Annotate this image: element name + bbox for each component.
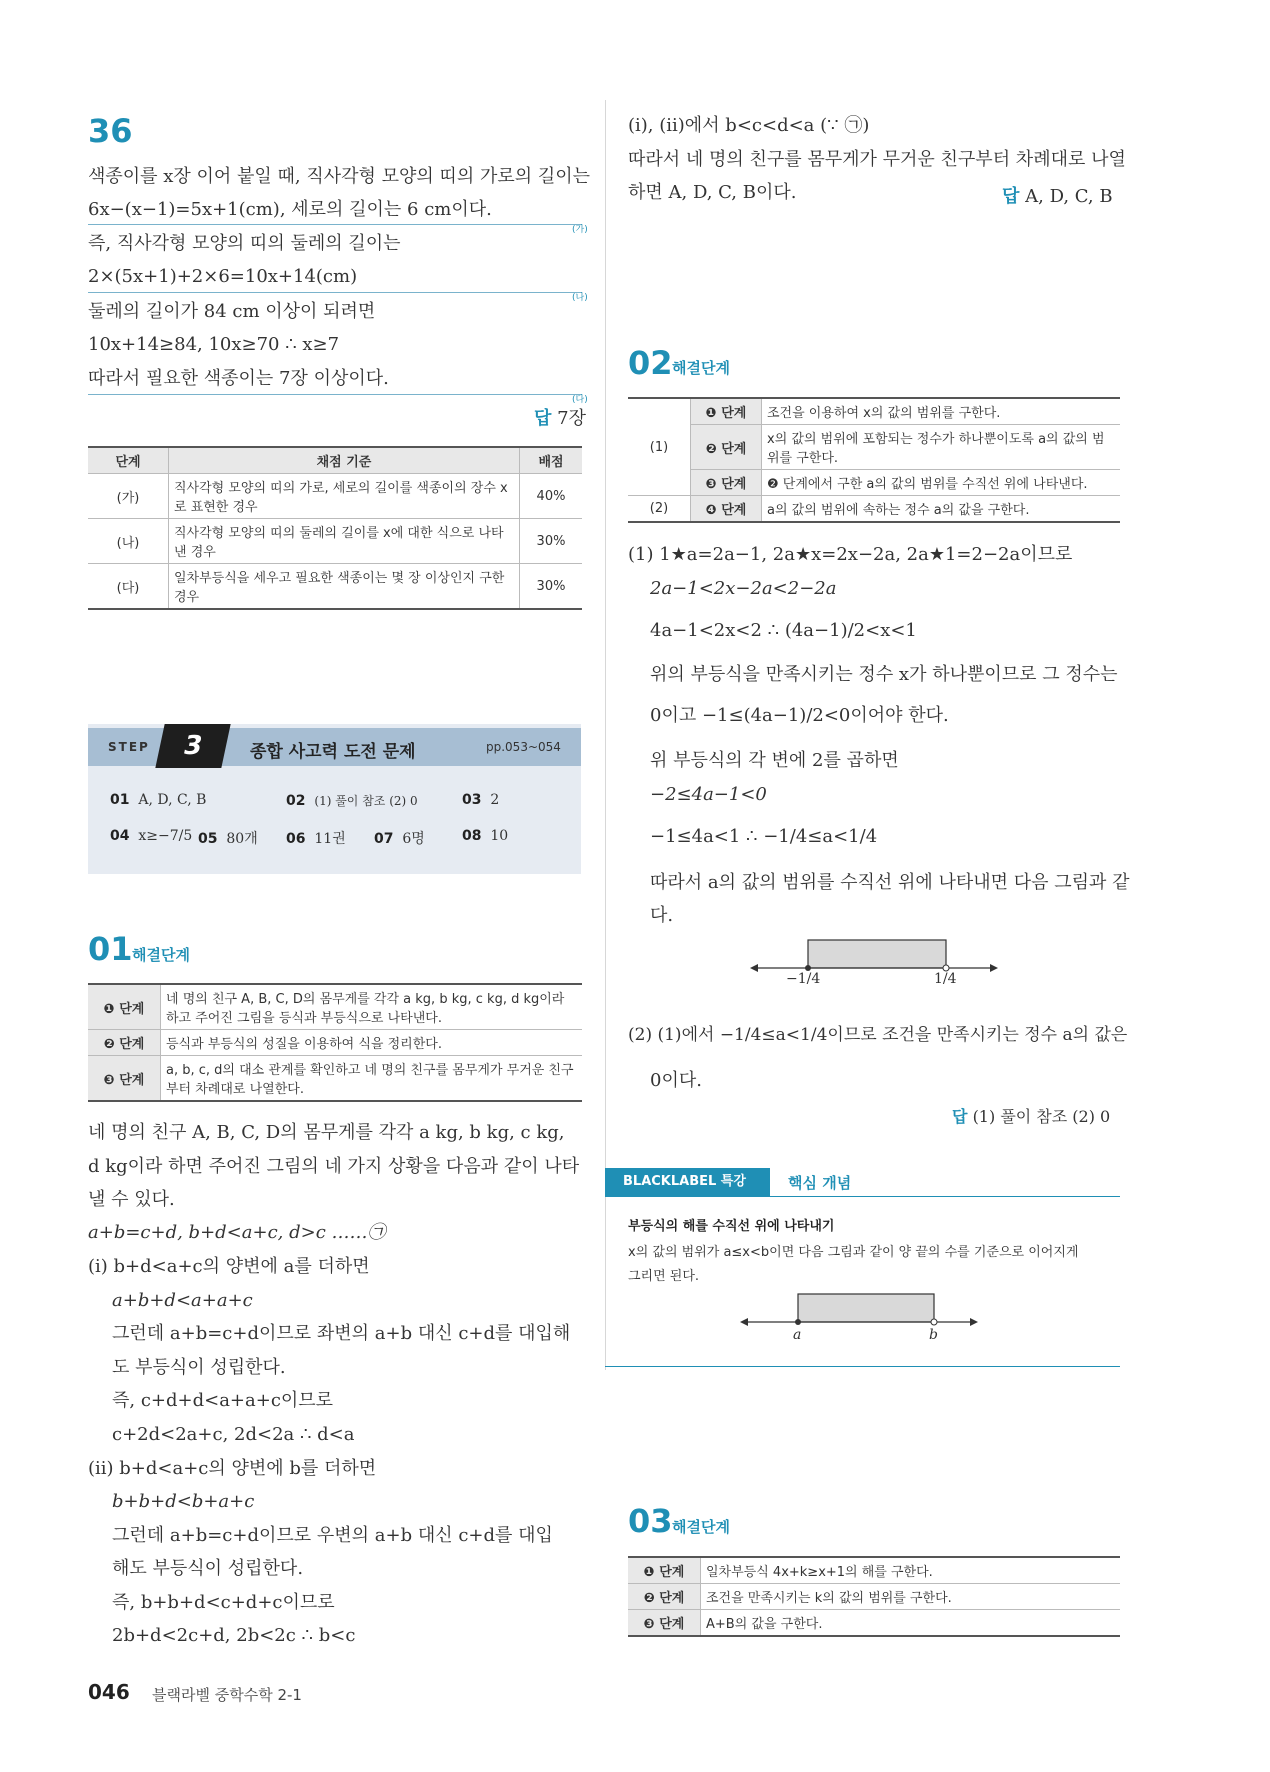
p01-line-2: d kg이라 하면 주어진 그림의 네 가지 상황을 다음과 같이 나타 bbox=[88, 1156, 580, 1177]
p02-line-7: −2≤4a−1<0 bbox=[650, 784, 767, 805]
answer-tag: 답 bbox=[1002, 186, 1020, 207]
p01-stage-2-text: 등식과 부등식의 성질을 이용하여 식을 정리한다. bbox=[161, 1030, 583, 1056]
p36-answer bbox=[534, 404, 586, 430]
col-stage: 단계 bbox=[88, 447, 169, 474]
p01-line-5: (ⅰ) b+d<a+c의 양변에 a를 더하면 bbox=[88, 1256, 370, 1277]
p02-line-5: 0이고 −1≤(4a−1)/2<0이어야 한다. bbox=[650, 705, 949, 726]
p02-line-8: −1≤4a<1 ∴ −1/4≤a<1/4 bbox=[650, 826, 878, 847]
p36-line-4: 2×(5x+1)+2×6=10x+14(cm) bbox=[88, 266, 358, 287]
solution-range-box bbox=[808, 940, 946, 968]
p02-part-2: (2) bbox=[628, 496, 691, 523]
blacklabel-number-line bbox=[740, 1288, 980, 1348]
row2-criterion: 직사각형 모양의 띠의 둘레의 길이를 x에 대한 식으로 나타낸 경우 bbox=[169, 519, 520, 564]
answer-07 bbox=[374, 828, 425, 848]
p01-cont-line-1: (ⅰ), (ⅱ)에서 b<c<d<a (∵ ㉠) bbox=[628, 115, 870, 136]
mark-ga: (가) bbox=[572, 225, 588, 235]
p01-line-9: 즉, c+d+d<a+a+c이므로 bbox=[112, 1390, 334, 1411]
blacklabel-text-1: x의 값의 범위가 a≤x<b이면 다음 그림과 같이 양 끝의 수를 기준으로 이어지게 bbox=[628, 1245, 1079, 1260]
p02-stage-2-text: x의 값의 범위에 포함되는 정수가 하나뿐이도록 a의 값의 범위를 구한다. bbox=[762, 425, 1121, 470]
answer-02-no: 02 bbox=[286, 793, 306, 809]
p03-stage-1-text: 일차부등식 4x+k≥x+1의 해를 구한다. bbox=[701, 1557, 1121, 1584]
p02-answer bbox=[952, 1104, 1110, 1127]
answer-05-no: 05 bbox=[198, 831, 218, 847]
p01-answer bbox=[1002, 182, 1113, 208]
problem-03-label: 해결단계 bbox=[672, 1518, 730, 1536]
problem-02-label: 해결단계 bbox=[672, 359, 730, 377]
p01-line-6: a+b+d<a+a+c bbox=[112, 1290, 253, 1311]
p02-stage-3: ❸ 단계 bbox=[691, 470, 762, 496]
blacklabel-heading: 부등식의 해를 수직선 위에 나타내기 bbox=[628, 1219, 835, 1234]
answer-value: 7장 bbox=[557, 408, 586, 429]
p01-stage-3: ❸ 단계 bbox=[88, 1056, 161, 1102]
row2-score: 30% bbox=[520, 519, 583, 564]
row3-stage: (다) bbox=[88, 564, 169, 610]
p02-stage-2: ❷ 단계 bbox=[691, 425, 762, 470]
nl-right-label: 1/4 bbox=[934, 971, 957, 987]
p03-stage-3-text: A+B의 값을 구한다. bbox=[701, 1610, 1121, 1637]
answer-01 bbox=[110, 792, 206, 808]
p01-line-10: c+2d<2a+c, 2d<2a ∴ d<a bbox=[112, 1424, 355, 1445]
answer-03-no: 03 bbox=[462, 792, 482, 808]
answer-06-text: 11권 bbox=[314, 831, 346, 847]
scoring-table bbox=[88, 446, 582, 610]
p01-line-13: 그런데 a+b=c+d이므로 우변의 a+b 대신 c+d를 대입 bbox=[112, 1525, 553, 1546]
p01-line-4: a+b=c+d, b+d<a+c, d>c ……㉠ bbox=[88, 1222, 386, 1243]
problem-01-number: 01 bbox=[88, 930, 133, 968]
p01-cont-line-3: 하면 A, D, C, B이다. bbox=[628, 182, 797, 203]
p01-stage-table bbox=[88, 983, 582, 1102]
p03-stage-2: ❷ 단계 bbox=[628, 1584, 701, 1610]
p01-line-3: 낼 수 있다. bbox=[88, 1189, 175, 1210]
p36-line-5: 둘레의 길이가 84 cm 이상이 되려면 bbox=[88, 301, 376, 322]
p02-line-1: (1) 1★a=2a−1, 2a★x=2x−2a, 2a★1=2−2a이므로 bbox=[628, 544, 1073, 565]
blacklabel-core: 핵심 개념 bbox=[788, 1174, 852, 1192]
answer-08-no: 08 bbox=[462, 828, 482, 844]
col-criterion: 채점 기준 bbox=[169, 447, 520, 474]
page-number: 046 bbox=[88, 1680, 130, 1704]
step-word: STEP bbox=[108, 740, 150, 754]
answer-value: A, D, C, B bbox=[1025, 186, 1113, 207]
row3-score: 30% bbox=[520, 564, 583, 610]
p01-line-15: 즉, b+b+d<c+d+c이므로 bbox=[112, 1592, 335, 1613]
p03-stage-1: ❶ 단계 bbox=[628, 1557, 701, 1584]
row1-stage: (가) bbox=[88, 474, 169, 519]
label-b: b bbox=[929, 1327, 938, 1343]
p02-stage-4: ❹ 단계 bbox=[691, 496, 762, 523]
row3-criterion: 일차부등식을 세우고 필요한 색종이는 몇 장 이상인지 구한 경우 bbox=[169, 564, 520, 610]
answer-05 bbox=[198, 828, 258, 848]
p02-line-4: 위의 부등식을 만족시키는 정수 x가 하나뿐이므로 그 정수는 bbox=[650, 664, 1118, 685]
answer-01-text: A, D, C, B bbox=[138, 792, 207, 808]
answer-07-no: 07 bbox=[374, 831, 394, 847]
problem-01-label: 해결단계 bbox=[132, 946, 190, 964]
p36-line-3: 즉, 직사각형 모양의 띠의 둘레의 길이는 bbox=[88, 233, 401, 254]
answer-03 bbox=[462, 792, 499, 808]
answer-04-no: 04 bbox=[110, 828, 130, 844]
blacklabel-bar: BLACKLABEL 특강 bbox=[605, 1168, 770, 1196]
p03-stage-table bbox=[628, 1556, 1120, 1637]
p01-line-1: 네 명의 친구 A, B, C, D의 몸무게를 각각 a kg, b kg, c kg, bbox=[88, 1122, 565, 1143]
p02-stage-table bbox=[628, 397, 1120, 523]
blacklabel-bottom-rule bbox=[605, 1366, 1120, 1367]
mark-na: (나) bbox=[572, 293, 588, 303]
p02-line-11: (2) (1)에서 −1/4≤a<1/4이므로 조건을 만족시키는 정수 a의 값은 bbox=[628, 1025, 1128, 1045]
p01-line-11: (ⅱ) b+d<a+c의 양변에 b를 더하면 bbox=[88, 1458, 377, 1479]
nl-left-label: −1/4 bbox=[786, 971, 821, 987]
blacklabel-rule bbox=[605, 1196, 1120, 1197]
step-title: 종합 사고력 도전 문제 bbox=[250, 742, 416, 762]
row1-score: 40% bbox=[520, 474, 583, 519]
p02-stage-1-text: 조건을 이용하여 x의 값의 범위를 구한다. bbox=[762, 398, 1121, 425]
underline-na bbox=[88, 292, 582, 293]
p02-line-10: 다. bbox=[650, 905, 674, 926]
p02-line-3: 4a−1<2x<2 ∴ (4a−1)/2<x<1 bbox=[650, 620, 917, 641]
answer-07-text: 6명 bbox=[402, 831, 425, 847]
col-score: 배점 bbox=[520, 447, 583, 474]
answer-tag: 답 bbox=[952, 1107, 968, 1126]
row1-criterion: 직사각형 모양의 띠의 가로, 세로의 길이를 색종이의 장수 x로 표현한 경우 bbox=[169, 474, 520, 519]
step-pages: pp.053~054 bbox=[486, 740, 561, 754]
p01-cont-line-2: 따라서 네 명의 친구를 몸무게가 무거운 친구부터 차례대로 나열 bbox=[628, 149, 1126, 170]
answer-04-text: x≥−7/5 bbox=[138, 828, 193, 844]
p02-stage-4-text: a의 값의 범위에 속하는 정수 a의 값을 구한다. bbox=[762, 496, 1121, 523]
p02-line-6: 위 부등식의 각 변에 2를 곱하면 bbox=[650, 750, 899, 771]
p01-stage-1: ❶ 단계 bbox=[88, 984, 161, 1030]
p02-part-1: (1) bbox=[628, 398, 691, 496]
p02-line-9: 따라서 a의 값의 범위를 수직선 위에 나타내면 다음 그림과 같 bbox=[650, 872, 1130, 893]
p01-line-12: b+b+d<b+a+c bbox=[112, 1491, 255, 1512]
answer-value: (1) 풀이 참조 (2) 0 bbox=[972, 1107, 1111, 1126]
left-arrow-icon bbox=[740, 1318, 748, 1326]
p36-line-7: 따라서 필요한 색종이는 7장 이상이다. bbox=[88, 368, 389, 389]
problem-36-number: 36 bbox=[88, 112, 133, 150]
book-title: 블랙라벨 중학수학 2-1 bbox=[152, 1686, 302, 1704]
label-a: a bbox=[793, 1327, 802, 1343]
underline-ga bbox=[88, 224, 582, 225]
answer-06-no: 06 bbox=[286, 831, 306, 847]
answer-03-text: 2 bbox=[490, 792, 500, 808]
answer-tag: 답 bbox=[534, 408, 552, 429]
p01-line-8: 도 부등식이 성립한다. bbox=[112, 1357, 286, 1378]
p03-stage-2-text: 조건을 만족시키는 k의 값의 범위를 구한다. bbox=[701, 1584, 1121, 1610]
answer-02 bbox=[286, 792, 418, 809]
problem-02-number: 02 bbox=[628, 344, 673, 382]
answer-04 bbox=[110, 828, 192, 844]
p03-stage-3: ❸ 단계 bbox=[628, 1610, 701, 1637]
blacklabel-text-2: 그리면 된다. bbox=[628, 1269, 700, 1284]
left-arrow-icon bbox=[750, 964, 758, 972]
problem-03-number: 03 bbox=[628, 1502, 673, 1540]
answer-08-text: 10 bbox=[490, 828, 509, 844]
answer-02-text: (1) 풀이 참조 (2) 0 bbox=[314, 794, 418, 808]
p02-stage-1: ❶ 단계 bbox=[691, 398, 762, 425]
range-box bbox=[798, 1294, 934, 1322]
mark-da: (다) bbox=[572, 395, 588, 405]
p01-line-7: 그런데 a+b=c+d이므로 좌변의 a+b 대신 c+d를 대입해 bbox=[112, 1323, 571, 1344]
answer-05-text: 80개 bbox=[226, 831, 258, 847]
p01-stage-3-text: a, b, c, d의 대소 관계를 확인하고 네 명의 친구를 몸무게가 무거운 친구부터 차례대로 나열한다. bbox=[161, 1056, 583, 1102]
step-number: 3 bbox=[155, 724, 230, 768]
answer-06 bbox=[286, 828, 346, 848]
p36-line-6: 10x+14≥84, 10x≥70 ∴ x≥7 bbox=[88, 334, 340, 355]
right-arrow-icon bbox=[970, 1318, 978, 1326]
p01-line-16: 2b+d<2c+d, 2b<2c ∴ b<c bbox=[112, 1625, 356, 1646]
underline-da bbox=[88, 394, 582, 395]
row2-stage: (나) bbox=[88, 519, 169, 564]
answer-08 bbox=[462, 828, 508, 844]
p02-line-12: 0이다. bbox=[650, 1070, 702, 1091]
answer-01-no: 01 bbox=[110, 792, 130, 808]
p36-line-1: 색종이를 x장 이어 붙일 때, 직사각형 모양의 띠의 가로의 길이는 bbox=[88, 166, 591, 187]
p01-stage-2: ❷ 단계 bbox=[88, 1030, 161, 1056]
p02-line-2: 2a−1<2x−2a<2−2a bbox=[650, 578, 837, 599]
p36-line-2: 6x−(x−1)=5x+1(cm), 세로의 길이는 6 cm이다. bbox=[88, 199, 492, 220]
p01-line-14: 해도 부등식이 성립한다. bbox=[112, 1558, 304, 1579]
p02-stage-3-text: ❷ 단계에서 구한 a의 값의 범위를 수직선 위에 나타낸다. bbox=[762, 470, 1121, 496]
p01-stage-1-text: 네 명의 친구 A, B, C, D의 몸무게를 각각 a kg, b kg, c kg, d kg이라 하고 주어진 그림을 등식과 부등식으로 나타낸다. bbox=[161, 984, 583, 1030]
right-arrow-icon bbox=[990, 964, 998, 972]
